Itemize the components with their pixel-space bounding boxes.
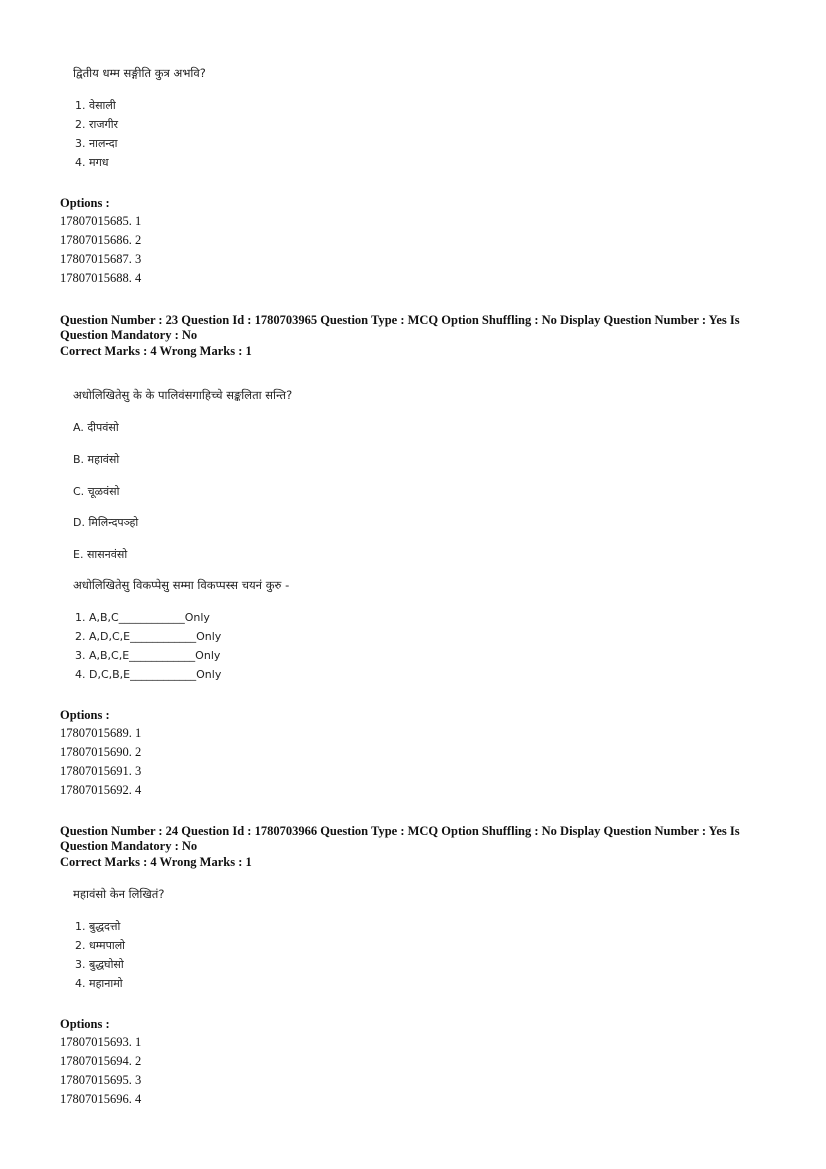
q23-statement-b: B. महावंसो: [73, 453, 120, 466]
q23-meta-line-1: Question Number : 23 Question Id : 1780703965 Question Type : MCQ Option Shuffling : No Display Question Number : Yes Is: [60, 313, 740, 327]
q23-choice-1: 1. A,B,C____________Only: [75, 611, 210, 624]
q23-option-2: 17807015690. 2: [60, 745, 142, 759]
q22-option-2: 17807015686. 2: [60, 233, 142, 247]
q23-statement-a: A. दीपवंसो: [73, 421, 119, 434]
q24-option-4: 17807015696. 4: [60, 1092, 142, 1106]
q23-meta-line-2: Question Mandatory : No: [60, 328, 198, 342]
q22-options-label: Options :: [60, 196, 110, 210]
q24-meta-line-1: Question Number : 24 Question Id : 1780703966 Question Type : MCQ Option Shuffling : No Display Question Number : Yes Is: [60, 824, 740, 838]
q23-choice-3: 3. A,B,C,E____________Only: [75, 649, 221, 662]
q22-choice-3: 3. नालन्दा: [75, 137, 118, 150]
q22-option-3: 17807015687. 3: [60, 252, 142, 266]
q24-option-3: 17807015695. 3: [60, 1073, 142, 1087]
q23-statement-c: C. चूळवंसो: [73, 485, 120, 498]
q23-choice-2: 2. A,D,C,E____________Only: [75, 630, 222, 643]
q22-choice-2: 2. राजगीर: [75, 118, 119, 131]
q24-choice-4: 4. महानामो: [75, 977, 123, 990]
q24-option-1: 17807015693. 1: [60, 1035, 142, 1049]
q22-option-1: 17807015685. 1: [60, 214, 142, 228]
q22-option-4: 17807015688. 4: [60, 271, 142, 285]
q23-statement-e: E. सासनवंसो: [73, 548, 128, 561]
q24-question-text: महावंसो केन लिखितं?: [73, 887, 165, 901]
q24-choice-3: 3. बुद्धघोसो: [75, 958, 124, 971]
q24-meta-line-3: Correct Marks : 4 Wrong Marks : 1: [60, 855, 252, 869]
q23-option-4: 17807015692. 4: [60, 783, 142, 797]
q23-statement-d: D. मिलिन्दपञ्हो: [73, 516, 139, 529]
q24-options-label: Options :: [60, 1017, 110, 1031]
q23-option-1: 17807015689. 1: [60, 726, 142, 740]
q24-meta-line-2: Question Mandatory : No: [60, 839, 198, 853]
q22-choice-1: 1. वेसाली: [75, 99, 116, 112]
q23-meta-line-3: Correct Marks : 4 Wrong Marks : 1: [60, 344, 252, 358]
q22-choice-4: 4. मगध: [75, 156, 109, 169]
q23-choice-4: 4. D,C,B,E____________Only: [75, 668, 222, 681]
q24-option-2: 17807015694. 2: [60, 1054, 142, 1068]
q24-choice-1: 1. बुद्धदत्तो: [75, 920, 121, 933]
q24-choice-2: 2. धम्मपालो: [75, 939, 126, 952]
q23-options-label: Options :: [60, 708, 110, 722]
q23-question-text: अधोलिखितेसु के के पालिवंसगाहिच्चे सङ्कलिता सन्ति?: [73, 388, 293, 402]
q23-option-3: 17807015691. 3: [60, 764, 142, 778]
q23-instruction: अधोलिखितेसु विकप्पेसु सम्मा विकप्पस्स चयनं कुरु -: [73, 578, 290, 592]
q22-question-text: द्वितीय धम्म सङ्गीति कुत्र अभवि?: [73, 66, 206, 80]
